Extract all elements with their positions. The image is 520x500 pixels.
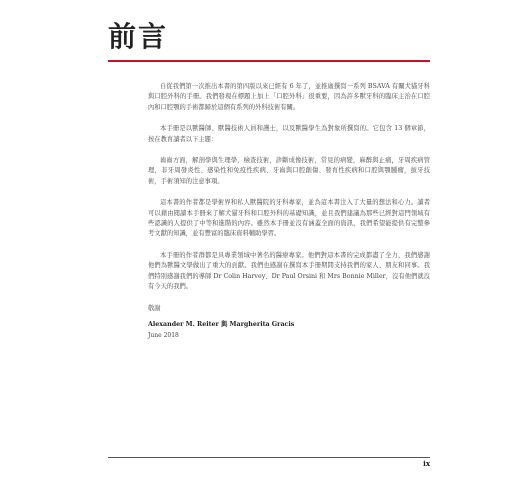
page-number: ix [423, 459, 430, 468]
footer-rule [108, 457, 430, 458]
preface-date: June 2018 [148, 331, 179, 339]
paragraph: 這本書的作者都是學術界和私人獸醫院的牙科專家，並為這本書注入了大量的想法和心力。讀者可以藉由閱讀本手冊來了解犬貓牙科和口腔外科的基礎知識，並且我們建議為那些已經對這門領域有些認識的人提供了中等和進階的內容。雖然本手冊並沒有涵蓋全面的資訊，我們希望能提供有完整參考文獻的知識，並有豐富的臨床資料輔助學習。 [148, 199, 430, 238]
page-title: 前言 [108, 20, 169, 53]
paragraph: 本手冊的作者群都是具專業領域中著名的醫療專家。他們對這本書的完成都盡了全力，我們感謝他們為獸醫文學做出了重大的貢獻。我們也感謝在撰寫本手冊期間支持我們的家人、朋友和同事。我們特別感謝我們的導師 Dr Colin Harvey、Dr Paul Orsini 和 Mrs Bonnie Miller，沒有他們就沒有今天的我們。 [148, 251, 430, 291]
title-rule [108, 60, 430, 62]
paragraph: 齒齒方面，解剖學與生理學，檢查技術，診斷成像技術，常見的病變，麻醉與止痛，牙周疾病管理，非牙周發炎性、感染性和免疫性疾病、牙齒與口腔創傷、發育性疾病和口腔與顎腫瘤，拔牙技術，手術須知的注意事項。 [148, 157, 430, 185]
paragraph: 本手冊是以獸醫師、獸醫技術人員和護士，以及獸醫學生為對象所撰寫的。它包含 13 個章節，按在教育讀者以下主題： [148, 125, 430, 143]
acknowledgement-label: 敬謝 [148, 304, 161, 312]
preface-body [148, 82, 430, 341]
paragraph: 自從我們第一次推出本書的第四版以來已經有 6 年了，並推廣撰寫一系列 BSAVA 有關犬貓牙科與口腔外科的手冊。我們發現在標題上加上「口腔外科」很重要，因為許多獸牙科的臨床主治在口腔內和口腔顎的手術都歸於這個有系列的外科技術有關。 [148, 83, 430, 111]
author-names: Alexander M. Reiter 與 Margherita Gracis [148, 320, 295, 328]
